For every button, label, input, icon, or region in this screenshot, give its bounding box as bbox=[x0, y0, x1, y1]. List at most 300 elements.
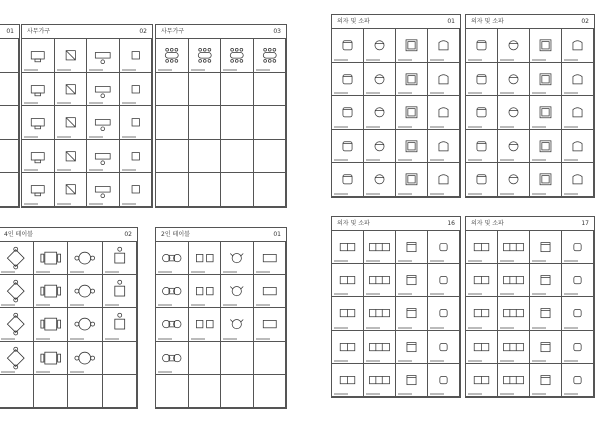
furniture-symbol-icon bbox=[562, 297, 593, 329]
symbol-label-bar bbox=[122, 102, 136, 104]
symbol-cell bbox=[156, 275, 189, 308]
furniture-symbol-icon bbox=[87, 39, 119, 72]
furniture-symbol-icon bbox=[562, 163, 593, 196]
symbol-label-bar bbox=[430, 327, 444, 329]
symbol-cell bbox=[221, 73, 254, 107]
symbol-cell bbox=[120, 173, 153, 207]
symbol-label-bar bbox=[105, 304, 119, 306]
furniture-symbol-icon bbox=[562, 231, 593, 263]
furniture-symbol-icon bbox=[103, 275, 137, 307]
symbol-cell bbox=[103, 242, 138, 275]
symbol-label-bar bbox=[89, 102, 103, 104]
symbol-label-bar bbox=[564, 159, 578, 161]
furniture-symbol-icon bbox=[120, 39, 152, 72]
symbol-label-bar bbox=[89, 69, 103, 71]
symbol-cell bbox=[156, 73, 189, 107]
furniture-symbol-icon bbox=[498, 96, 529, 129]
symbol-label-bar bbox=[158, 371, 172, 373]
furniture-symbol-icon bbox=[68, 275, 102, 307]
symbol-cell bbox=[254, 73, 287, 107]
symbol-label-bar bbox=[191, 304, 205, 306]
symbol-cell bbox=[254, 39, 287, 73]
symbol-cell bbox=[254, 140, 287, 174]
symbol-cell bbox=[55, 106, 88, 140]
symbol-label-bar bbox=[500, 59, 514, 61]
furniture-symbol-icon bbox=[428, 130, 459, 163]
symbol-label-bar bbox=[398, 360, 412, 362]
symbol-label-bar bbox=[430, 126, 444, 128]
furniture-symbol-icon bbox=[498, 163, 529, 196]
furniture-symbol-icon bbox=[0, 106, 18, 139]
symbol-cell bbox=[498, 297, 530, 330]
symbol-label-bar bbox=[398, 193, 412, 195]
symbol-label-bar bbox=[158, 271, 172, 273]
symbol-cell bbox=[254, 308, 287, 341]
furniture-symbol-icon bbox=[332, 96, 363, 129]
symbol-cell bbox=[221, 39, 254, 73]
furniture-symbol-icon bbox=[55, 173, 87, 206]
sheet-title: 의자 및 소파 bbox=[471, 18, 504, 25]
symbol-cell bbox=[103, 275, 138, 308]
furniture-symbol-icon bbox=[254, 39, 286, 72]
symbol-label-bar bbox=[24, 102, 38, 104]
symbol-label-bar bbox=[334, 360, 348, 362]
symbol-cell bbox=[87, 140, 120, 174]
symbol-label-bar bbox=[398, 293, 412, 295]
symbol-cell bbox=[498, 364, 530, 397]
symbol-cell bbox=[68, 242, 103, 275]
symbol-cell bbox=[22, 73, 55, 107]
sheet-number: 17 bbox=[581, 220, 589, 227]
symbol-label-bar bbox=[223, 271, 237, 273]
symbol-label-bar bbox=[1, 304, 15, 306]
furniture-symbol-icon bbox=[87, 73, 119, 106]
symbol-label-bar bbox=[70, 271, 84, 273]
symbol-label-bar bbox=[366, 393, 380, 395]
symbol-cell bbox=[428, 264, 460, 297]
sheet-header bbox=[332, 217, 460, 231]
symbol-cell bbox=[221, 275, 254, 308]
sheet-title: 2인 테이블 bbox=[161, 231, 190, 238]
symbol-label-bar bbox=[468, 193, 482, 195]
symbol-cell bbox=[68, 275, 103, 308]
symbol-cell bbox=[498, 163, 530, 197]
symbol-label-bar bbox=[564, 92, 578, 94]
furniture-symbol-icon bbox=[498, 364, 529, 396]
symbol-cell bbox=[364, 231, 396, 264]
symbol-label-bar bbox=[122, 136, 136, 138]
symbol-cell bbox=[55, 39, 88, 73]
symbol-cell bbox=[332, 96, 364, 130]
symbol-cell bbox=[254, 375, 287, 408]
furniture-symbol-icon bbox=[332, 231, 363, 263]
furniture-symbol-icon bbox=[0, 73, 18, 106]
symbol-grid bbox=[332, 29, 460, 197]
symbol-cell bbox=[562, 231, 594, 264]
symbol-label-bar bbox=[70, 304, 84, 306]
symbol-label-bar bbox=[191, 271, 205, 273]
sheet-number: 02 bbox=[139, 28, 147, 35]
furniture-symbol-icon bbox=[428, 29, 459, 62]
sheet-office-02 bbox=[21, 24, 153, 208]
symbol-label-bar bbox=[36, 271, 50, 273]
furniture-symbol-icon bbox=[428, 63, 459, 96]
symbol-label-bar bbox=[256, 271, 270, 273]
furniture-symbol-icon bbox=[364, 163, 395, 196]
symbol-cell bbox=[530, 364, 562, 397]
symbol-cell bbox=[428, 29, 460, 63]
sheet-header bbox=[466, 217, 594, 231]
symbol-cell bbox=[498, 331, 530, 364]
symbol-cell bbox=[221, 308, 254, 341]
furniture-symbol-icon bbox=[103, 308, 137, 340]
sheet-header bbox=[156, 228, 286, 242]
furniture-symbol-icon bbox=[530, 130, 561, 163]
symbol-cell bbox=[530, 231, 562, 264]
furniture-symbol-icon bbox=[87, 140, 119, 173]
symbol-label-bar bbox=[532, 393, 546, 395]
symbol-cell bbox=[55, 173, 88, 207]
sheet-header bbox=[22, 25, 152, 39]
symbol-cell bbox=[332, 63, 364, 97]
sheet-header bbox=[0, 25, 19, 39]
symbol-cell bbox=[156, 308, 189, 341]
furniture-symbol-icon bbox=[466, 96, 497, 129]
symbol-label-bar bbox=[398, 92, 412, 94]
furniture-symbol-icon bbox=[466, 231, 497, 263]
symbol-cell bbox=[120, 106, 153, 140]
symbol-cell bbox=[221, 375, 254, 408]
furniture-symbol-icon bbox=[332, 130, 363, 163]
symbol-label-bar bbox=[70, 371, 84, 373]
sheet-title: 사무가구 bbox=[27, 28, 51, 35]
furniture-symbol-icon bbox=[530, 163, 561, 196]
symbol-label-bar bbox=[89, 136, 103, 138]
symbol-cell bbox=[189, 140, 222, 174]
symbol-cell bbox=[530, 163, 562, 197]
symbol-cell bbox=[466, 29, 498, 63]
symbol-cell bbox=[34, 275, 69, 308]
symbol-cell bbox=[221, 242, 254, 275]
furniture-symbol-icon bbox=[396, 130, 427, 163]
symbol-cell bbox=[396, 63, 428, 97]
furniture-symbol-icon bbox=[364, 297, 395, 329]
furniture-symbol-icon bbox=[87, 106, 119, 139]
symbol-cell bbox=[466, 231, 498, 264]
symbol-cell bbox=[364, 63, 396, 97]
furniture-symbol-icon bbox=[364, 96, 395, 129]
furniture-symbol-icon bbox=[562, 364, 593, 396]
symbol-cell bbox=[156, 242, 189, 275]
furniture-symbol-icon bbox=[498, 63, 529, 96]
symbol-label-bar bbox=[468, 360, 482, 362]
symbol-label-bar bbox=[430, 193, 444, 195]
sheet-number: 01 bbox=[447, 18, 455, 25]
symbol-label-bar bbox=[36, 371, 50, 373]
symbol-cell bbox=[364, 264, 396, 297]
symbol-cell bbox=[332, 331, 364, 364]
sheet-header bbox=[156, 25, 286, 39]
sheet-title: 의자 및 소파 bbox=[471, 220, 504, 227]
symbol-label-bar bbox=[500, 393, 514, 395]
symbol-cell bbox=[466, 364, 498, 397]
symbol-cell bbox=[189, 173, 222, 207]
furniture-symbol-icon bbox=[396, 264, 427, 296]
sheet-number: 01 bbox=[273, 231, 281, 238]
symbol-cell bbox=[396, 163, 428, 197]
sheet-2p-table-01 bbox=[155, 227, 287, 409]
symbol-cell bbox=[0, 140, 19, 174]
furniture-symbol-icon bbox=[34, 242, 68, 274]
symbol-label-bar bbox=[57, 102, 71, 104]
furniture-symbol-icon bbox=[332, 331, 363, 363]
furniture-symbol-icon bbox=[530, 331, 561, 363]
symbol-cell bbox=[221, 342, 254, 375]
symbol-cell bbox=[332, 297, 364, 330]
symbol-cell bbox=[498, 96, 530, 130]
furniture-symbol-icon bbox=[189, 39, 221, 72]
symbol-cell bbox=[34, 242, 69, 275]
symbol-cell bbox=[332, 364, 364, 397]
symbol-cell bbox=[562, 63, 594, 97]
symbol-cell bbox=[87, 39, 120, 73]
symbol-label-bar bbox=[430, 260, 444, 262]
symbol-label-bar bbox=[398, 59, 412, 61]
symbol-cell bbox=[498, 231, 530, 264]
symbol-label-bar bbox=[468, 260, 482, 262]
symbol-cell bbox=[530, 331, 562, 364]
symbol-label-bar bbox=[122, 203, 136, 205]
symbol-label-bar bbox=[334, 393, 348, 395]
furniture-symbol-icon bbox=[22, 173, 54, 206]
symbol-label-bar bbox=[532, 327, 546, 329]
symbol-cell bbox=[103, 342, 138, 375]
symbol-label-bar bbox=[105, 271, 119, 273]
symbol-cell bbox=[530, 63, 562, 97]
furniture-symbol-icon bbox=[562, 264, 593, 296]
furniture-symbol-icon bbox=[428, 96, 459, 129]
symbol-label-bar bbox=[468, 393, 482, 395]
symbol-cell bbox=[156, 173, 189, 207]
symbol-cell bbox=[530, 96, 562, 130]
symbol-cell bbox=[562, 331, 594, 364]
furniture-symbol-icon bbox=[466, 29, 497, 62]
sheet-number: 03 bbox=[273, 28, 281, 35]
furniture-symbol-icon bbox=[68, 342, 102, 374]
furniture-symbol-icon bbox=[156, 39, 188, 72]
symbol-cell bbox=[189, 308, 222, 341]
symbol-label-bar bbox=[532, 360, 546, 362]
symbol-label-bar bbox=[36, 304, 50, 306]
symbol-label-bar bbox=[532, 293, 546, 295]
symbol-grid bbox=[466, 29, 594, 197]
symbol-cell bbox=[562, 130, 594, 164]
furniture-symbol-icon bbox=[428, 264, 459, 296]
symbol-label-bar bbox=[468, 159, 482, 161]
symbol-grid bbox=[156, 242, 286, 408]
symbol-cell bbox=[221, 140, 254, 174]
symbol-label-bar bbox=[366, 327, 380, 329]
symbol-cell bbox=[498, 29, 530, 63]
symbol-cell bbox=[332, 231, 364, 264]
symbol-cell bbox=[87, 73, 120, 107]
symbol-cell bbox=[0, 39, 19, 73]
symbol-label-bar bbox=[564, 59, 578, 61]
symbol-label-bar bbox=[532, 260, 546, 262]
symbol-cell bbox=[428, 231, 460, 264]
symbol-label-bar bbox=[468, 126, 482, 128]
symbol-cell bbox=[396, 96, 428, 130]
furniture-symbol-icon bbox=[22, 140, 54, 173]
symbol-label-bar bbox=[500, 193, 514, 195]
symbol-cell bbox=[466, 130, 498, 164]
symbol-label-bar bbox=[398, 393, 412, 395]
symbol-cell bbox=[55, 73, 88, 107]
symbol-label-bar bbox=[223, 338, 237, 340]
sheet-office-01 bbox=[0, 24, 20, 208]
symbol-cell bbox=[332, 163, 364, 197]
symbol-label-bar bbox=[398, 327, 412, 329]
furniture-symbol-icon bbox=[68, 308, 102, 340]
symbol-cell bbox=[103, 375, 138, 408]
symbol-label-bar bbox=[500, 260, 514, 262]
furniture-symbol-icon bbox=[0, 242, 33, 274]
symbol-label-bar bbox=[398, 260, 412, 262]
symbol-cell bbox=[87, 106, 120, 140]
furniture-symbol-icon bbox=[156, 308, 188, 340]
symbol-label-bar bbox=[468, 293, 482, 295]
furniture-symbol-icon bbox=[466, 264, 497, 296]
symbol-cell bbox=[428, 130, 460, 164]
symbol-cell bbox=[530, 264, 562, 297]
symbol-label-bar bbox=[57, 69, 71, 71]
symbol-label-bar bbox=[532, 59, 546, 61]
furniture-symbol-icon bbox=[562, 96, 593, 129]
furniture-symbol-icon bbox=[562, 63, 593, 96]
symbol-label-bar bbox=[334, 126, 348, 128]
symbol-cell bbox=[562, 29, 594, 63]
symbol-cell bbox=[428, 163, 460, 197]
symbol-cell bbox=[332, 130, 364, 164]
symbol-label-bar bbox=[532, 92, 546, 94]
furniture-symbol-icon bbox=[0, 342, 33, 374]
symbol-label-bar bbox=[1, 338, 15, 340]
symbol-cell bbox=[0, 308, 34, 341]
symbol-cell bbox=[156, 140, 189, 174]
symbol-cell bbox=[466, 163, 498, 197]
furniture-symbol-icon bbox=[364, 130, 395, 163]
symbol-cell bbox=[34, 342, 69, 375]
symbol-cell bbox=[221, 173, 254, 207]
furniture-symbol-icon bbox=[221, 275, 253, 307]
symbol-cell bbox=[396, 130, 428, 164]
symbol-label-bar bbox=[500, 293, 514, 295]
sheet-number: 02 bbox=[124, 231, 132, 238]
furniture-symbol-icon bbox=[466, 130, 497, 163]
symbol-cell bbox=[364, 29, 396, 63]
symbol-cell bbox=[156, 106, 189, 140]
symbol-label-bar bbox=[430, 59, 444, 61]
symbol-cell bbox=[428, 364, 460, 397]
furniture-symbol-icon bbox=[22, 73, 54, 106]
symbol-cell bbox=[0, 275, 34, 308]
furniture-symbol-icon bbox=[498, 297, 529, 329]
symbol-cell bbox=[498, 130, 530, 164]
symbol-cell bbox=[87, 173, 120, 207]
symbol-label-bar bbox=[532, 126, 546, 128]
symbol-cell bbox=[254, 173, 287, 207]
symbol-label-bar bbox=[532, 159, 546, 161]
furniture-symbol-icon bbox=[332, 63, 363, 96]
symbol-label-bar bbox=[500, 159, 514, 161]
symbol-cell bbox=[364, 96, 396, 130]
furniture-symbol-icon bbox=[120, 173, 152, 206]
symbol-cell bbox=[156, 39, 189, 73]
symbol-cell bbox=[254, 242, 287, 275]
symbol-label-bar bbox=[334, 92, 348, 94]
sheet-chairs-02 bbox=[465, 14, 595, 198]
sheet-title: 사무가구 bbox=[161, 28, 185, 35]
symbol-cell bbox=[22, 140, 55, 174]
symbol-cell bbox=[189, 275, 222, 308]
symbol-cell bbox=[530, 29, 562, 63]
symbol-label-bar bbox=[1, 271, 15, 273]
symbol-label-bar bbox=[70, 338, 84, 340]
symbol-cell bbox=[466, 96, 498, 130]
symbol-label-bar bbox=[564, 193, 578, 195]
symbol-label-bar bbox=[158, 69, 172, 71]
furniture-symbol-icon bbox=[189, 308, 221, 340]
symbol-cell bbox=[120, 140, 153, 174]
furniture-symbol-icon bbox=[332, 264, 363, 296]
furniture-symbol-icon bbox=[332, 297, 363, 329]
symbol-cell bbox=[156, 375, 189, 408]
symbol-grid bbox=[22, 39, 152, 207]
symbol-cell bbox=[396, 297, 428, 330]
symbol-label-bar bbox=[564, 126, 578, 128]
symbol-label-bar bbox=[430, 159, 444, 161]
symbol-label-bar bbox=[366, 260, 380, 262]
furniture-symbol-icon bbox=[332, 364, 363, 396]
furniture-symbol-icon bbox=[530, 297, 561, 329]
furniture-symbol-icon bbox=[0, 275, 33, 307]
sheet-number: 01 bbox=[6, 28, 14, 35]
furniture-symbol-icon bbox=[530, 231, 561, 263]
symbol-cell bbox=[34, 308, 69, 341]
symbol-cell bbox=[498, 63, 530, 97]
symbol-label-bar bbox=[468, 59, 482, 61]
symbol-cell bbox=[466, 63, 498, 97]
symbol-label-bar bbox=[500, 92, 514, 94]
symbol-label-bar bbox=[334, 293, 348, 295]
furniture-symbol-icon bbox=[396, 96, 427, 129]
symbol-cell bbox=[466, 264, 498, 297]
sheet-header bbox=[466, 15, 594, 29]
symbol-label-bar bbox=[122, 169, 136, 171]
symbol-label-bar bbox=[334, 260, 348, 262]
symbol-label-bar bbox=[500, 360, 514, 362]
symbol-cell bbox=[332, 29, 364, 63]
symbol-label-bar bbox=[24, 203, 38, 205]
symbol-cell bbox=[562, 96, 594, 130]
sheet-chairs-16 bbox=[331, 216, 461, 398]
symbol-cell bbox=[396, 264, 428, 297]
sheet-chairs-01 bbox=[331, 14, 461, 198]
symbol-label-bar bbox=[532, 193, 546, 195]
furniture-symbol-icon bbox=[332, 29, 363, 62]
symbol-label-bar bbox=[398, 126, 412, 128]
furniture-symbol-icon bbox=[562, 29, 593, 62]
